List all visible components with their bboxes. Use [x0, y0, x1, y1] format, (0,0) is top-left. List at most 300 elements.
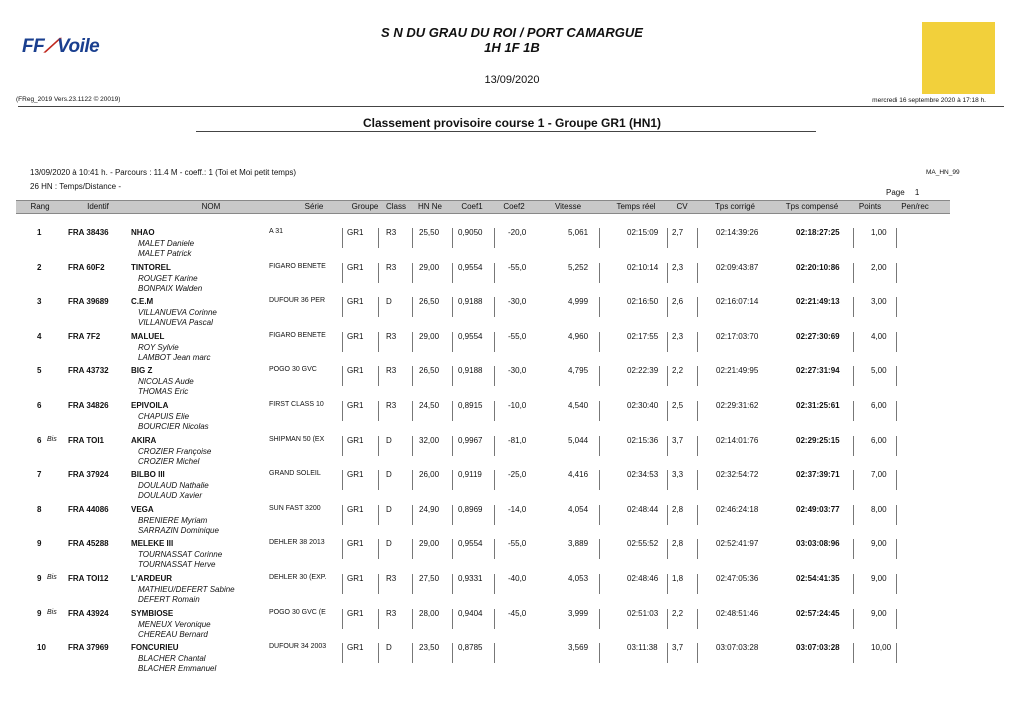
- cell-divider: [494, 470, 495, 490]
- corrected-time-cell: 02:46:24:18: [716, 505, 759, 514]
- cell-divider: [494, 574, 495, 594]
- cell-divider: [599, 401, 600, 421]
- cell-divider: [896, 505, 897, 525]
- coef2-cell: -81,0: [508, 436, 527, 445]
- series-cell: SUN FAST 3200: [269, 505, 321, 512]
- cell-divider: [853, 609, 854, 629]
- cell-divider: [853, 228, 854, 248]
- hn-cell: 28,00: [419, 609, 440, 618]
- sail-id-cell: FRA TOI1: [68, 436, 105, 445]
- coef2-cell: -55,0: [508, 539, 527, 548]
- cell-divider: [667, 297, 668, 317]
- points-cell: 9,00: [871, 539, 887, 548]
- rank-cell: 2: [37, 263, 42, 272]
- cell-divider: [697, 574, 698, 594]
- corrected-time-cell: 03:07:03:28: [716, 643, 759, 652]
- compensated-time-cell: 02:27:30:69: [796, 332, 840, 341]
- coef2-cell: -30,0: [508, 366, 527, 375]
- speed-cell: 5,252: [568, 263, 589, 272]
- crew-member-1: TOURNASSAT Corinne: [138, 550, 223, 559]
- sail-id-cell: FRA 38436: [68, 228, 109, 237]
- real-time-cell: 02:15:36: [627, 436, 659, 445]
- cell-divider: [896, 539, 897, 559]
- hn-info: 26 HN : Temps/Distance -: [30, 182, 121, 191]
- compensated-time-cell: 02:57:24:45: [796, 609, 840, 618]
- sail-id-cell: FRA 39689: [68, 297, 109, 306]
- group-cell: GR1: [347, 643, 364, 652]
- rank-cell: 9: [37, 609, 42, 618]
- col-identif: Identif: [87, 202, 109, 211]
- points-cell: 10,00: [871, 643, 892, 652]
- cell-divider: [342, 401, 343, 421]
- series-cell: DEHLER 38 2013: [269, 539, 325, 546]
- col-rang: Rang: [30, 202, 50, 211]
- cv-cell: 3,3: [672, 470, 684, 479]
- cell-divider: [452, 263, 453, 283]
- group-cell: GR1: [347, 470, 364, 479]
- compensated-time-cell: 02:20:10:86: [796, 263, 840, 272]
- points-cell: 2,00: [871, 263, 887, 272]
- cell-divider: [494, 297, 495, 317]
- crew-member-2: LAMBOT Jean marc: [138, 353, 211, 362]
- sail-id-cell: FRA 7F2: [68, 332, 101, 341]
- page-number: 1: [914, 188, 920, 197]
- group-cell: GR1: [347, 574, 364, 583]
- cell-divider: [494, 609, 495, 629]
- boat-name-cell: NHAO: [131, 228, 155, 237]
- page-label: Page: [886, 188, 905, 197]
- cell-divider: [494, 263, 495, 283]
- compensated-time-cell: 02:31:25:61: [796, 401, 840, 410]
- corrected-time-cell: 02:17:03:70: [716, 332, 759, 341]
- col-nom: NOM: [201, 202, 221, 211]
- group-cell: GR1: [347, 539, 364, 548]
- crew-member-1: BRENIERE Myriam: [138, 516, 208, 525]
- cell-divider: [452, 436, 453, 456]
- ranking-subtitle: Classement provisoire course 1 - Groupe GR1 (HN1): [362, 116, 662, 130]
- cv-cell: 2,8: [672, 539, 684, 548]
- real-time-cell: 02:16:50: [627, 297, 659, 306]
- sail-icon: ⟋: [44, 36, 58, 57]
- cell-divider: [697, 297, 698, 317]
- compensated-time-cell: 03:07:03:28: [796, 643, 840, 652]
- crew-member-2: BOURCIER Nicolas: [138, 422, 209, 431]
- series-cell: DEHLER 30 (EXP.: [269, 574, 327, 581]
- group-cell: GR1: [347, 366, 364, 375]
- cell-divider: [494, 539, 495, 559]
- corrected-time-cell: 02:14:01:76: [716, 436, 759, 445]
- col-points: Points: [858, 202, 882, 211]
- cell-divider: [697, 609, 698, 629]
- cell-divider: [342, 436, 343, 456]
- crew-member-1: CROZIER Françoise: [138, 447, 212, 456]
- crew-member-1: MALET Daniele: [138, 239, 195, 248]
- cell-divider: [667, 609, 668, 629]
- coef1-cell: 0,9554: [458, 263, 483, 272]
- race-date: 13/09/2020: [484, 74, 540, 86]
- header-divider: [18, 106, 1004, 107]
- cell-divider: [494, 643, 495, 663]
- cell-divider: [896, 609, 897, 629]
- logo-text-ff: FF: [22, 36, 45, 57]
- cell-divider: [452, 401, 453, 421]
- cell-divider: [599, 332, 600, 352]
- cell-divider: [697, 332, 698, 352]
- points-cell: 9,00: [871, 609, 887, 618]
- points-cell: 8,00: [871, 505, 887, 514]
- group-cell: GR1: [347, 228, 364, 237]
- hn-cell: 26,50: [419, 297, 440, 306]
- class-cell: D: [386, 505, 392, 514]
- rank-cell: 7: [37, 470, 42, 479]
- hn-cell: 25,50: [419, 228, 440, 237]
- class-cell: D: [386, 470, 392, 479]
- coef2-cell: -45,0: [508, 609, 527, 618]
- cell-divider: [896, 470, 897, 490]
- cell-divider: [342, 366, 343, 386]
- rank-cell: 4: [37, 332, 42, 341]
- series-cell: POGO 30 GVC: [269, 366, 317, 373]
- speed-cell: 3,569: [568, 643, 589, 652]
- crew-member-2: MALET Patrick: [138, 249, 192, 258]
- coef2-cell: -40,0: [508, 574, 527, 583]
- logo-text-voile: Voile: [57, 36, 100, 57]
- cell-divider: [599, 505, 600, 525]
- cv-cell: 2,5: [672, 401, 684, 410]
- class-cell: D: [386, 297, 392, 306]
- boat-name-cell: C.E.M: [131, 297, 154, 306]
- col-pen-rec: Pen/rec: [901, 202, 929, 211]
- cell-divider: [452, 643, 453, 663]
- group-cell: GR1: [347, 263, 364, 272]
- compensated-time-cell: 03:03:08:96: [796, 539, 840, 548]
- speed-cell: 4,960: [568, 332, 589, 341]
- points-cell: 6,00: [871, 436, 887, 445]
- cv-cell: 3,7: [672, 436, 684, 445]
- cell-divider: [342, 263, 343, 283]
- cell-divider: [412, 436, 413, 456]
- cv-cell: 2,8: [672, 505, 684, 514]
- hn-cell: 24,50: [419, 401, 440, 410]
- cell-divider: [412, 505, 413, 525]
- cv-cell: 2,3: [672, 263, 684, 272]
- cell-divider: [412, 643, 413, 663]
- coef1-cell: 0,9188: [458, 366, 483, 375]
- cell-divider: [853, 366, 854, 386]
- real-time-cell: 02:51:03: [627, 609, 659, 618]
- real-time-cell: 02:48:44: [627, 505, 659, 514]
- compensated-time-cell: 02:18:27:25: [796, 228, 840, 237]
- cell-divider: [452, 505, 453, 525]
- cell-divider: [599, 228, 600, 248]
- cell-divider: [452, 366, 453, 386]
- cell-divider: [378, 470, 379, 490]
- cell-divider: [452, 297, 453, 317]
- class-cell: R3: [386, 609, 397, 618]
- cell-divider: [667, 505, 668, 525]
- class-cell: R3: [386, 332, 397, 341]
- series-cell: DUFOUR 36 PER: [269, 297, 326, 304]
- document-code: MA_HN_99: [926, 169, 960, 176]
- cell-divider: [667, 401, 668, 421]
- cell-divider: [667, 574, 668, 594]
- cell-divider: [896, 574, 897, 594]
- cell-divider: [452, 574, 453, 594]
- crew-member-1: MATHIEU/DEFERT Sabine: [138, 585, 235, 594]
- cell-divider: [853, 332, 854, 352]
- cell-divider: [697, 366, 698, 386]
- speed-cell: 4,540: [568, 401, 589, 410]
- crew-member-2: DOULAUD Xavier: [138, 491, 203, 500]
- group-cell: GR1: [347, 332, 364, 341]
- boat-name-cell: MELEKE III: [131, 539, 174, 548]
- cell-divider: [452, 470, 453, 490]
- col-tps-corrige: Tps corrigé: [714, 202, 755, 211]
- crew-member-2: SARRAZIN Dominique: [138, 526, 219, 535]
- col-groupe: Groupe: [351, 202, 379, 211]
- real-time-cell: 02:48:46: [627, 574, 659, 583]
- coef2-cell: -30,0: [508, 297, 527, 306]
- crew-member-2: CROZIER Michel: [138, 457, 200, 466]
- hn-cell: 26,00: [419, 470, 440, 479]
- crew-member-1: DOULAUD Nathalie: [138, 481, 209, 490]
- points-cell: 3,00: [871, 297, 887, 306]
- hn-cell: 29,00: [419, 539, 440, 548]
- cell-divider: [599, 263, 600, 283]
- cell-divider: [378, 539, 379, 559]
- cell-divider: [378, 401, 379, 421]
- cell-divider: [667, 539, 668, 559]
- real-time-cell: 02:22:39: [627, 366, 659, 375]
- corrected-time-cell: 02:14:39:26: [716, 228, 759, 237]
- cv-cell: 2,7: [672, 228, 684, 237]
- col-temps-reel: Temps réel: [616, 202, 656, 211]
- cell-divider: [896, 401, 897, 421]
- cell-divider: [378, 436, 379, 456]
- event-title: 1H 1F 1B: [484, 40, 540, 55]
- corrected-time-cell: 02:52:41:97: [716, 539, 759, 548]
- col-coef2: Coef2: [503, 202, 525, 211]
- cell-divider: [697, 470, 698, 490]
- crew-member-2: BONPAIX Walden: [138, 284, 203, 293]
- real-time-cell: 02:17:55: [627, 332, 659, 341]
- speed-cell: 3,999: [568, 609, 589, 618]
- cell-divider: [853, 401, 854, 421]
- cell-divider: [494, 366, 495, 386]
- cell-divider: [896, 228, 897, 248]
- subtitle-underline: [196, 131, 816, 132]
- series-cell: FIGARO BENETE: [269, 332, 326, 339]
- cell-divider: [697, 643, 698, 663]
- cell-divider: [378, 643, 379, 663]
- rank-cell: 1: [37, 228, 42, 237]
- compensated-time-cell: 02:49:03:77: [796, 505, 840, 514]
- cell-divider: [896, 332, 897, 352]
- class-cell: R3: [386, 401, 397, 410]
- cell-divider: [896, 643, 897, 663]
- rank-cell: 6: [37, 436, 42, 445]
- series-cell: SHIPMAN 50 (EX: [269, 436, 325, 443]
- boat-name-cell: FONCURIEU: [131, 643, 179, 652]
- corrected-time-cell: 02:47:05:36: [716, 574, 759, 583]
- col-coef1: Coef1: [461, 202, 483, 211]
- coef1-cell: 0,9554: [458, 332, 483, 341]
- boat-name-cell: AKIRA: [131, 436, 157, 445]
- cell-divider: [697, 436, 698, 456]
- compensated-time-cell: 02:21:49:13: [796, 297, 840, 306]
- crew-member-2: DEFERT Romain: [138, 595, 200, 604]
- class-cell: R3: [386, 263, 397, 272]
- cell-divider: [667, 470, 668, 490]
- page-indicator: [886, 188, 919, 197]
- cell-divider: [853, 505, 854, 525]
- cell-divider: [667, 332, 668, 352]
- cell-divider: [412, 470, 413, 490]
- class-cell: D: [386, 436, 392, 445]
- rank-bis: Bis: [47, 574, 57, 581]
- crew-member-2: CHEREAU Bernard: [138, 630, 208, 639]
- coef1-cell: 0,9554: [458, 539, 483, 548]
- cell-divider: [697, 505, 698, 525]
- cell-divider: [378, 228, 379, 248]
- cell-divider: [342, 297, 343, 317]
- class-cell: D: [386, 643, 392, 652]
- corrected-time-cell: 02:21:49:95: [716, 366, 759, 375]
- sail-id-cell: FRA 43732: [68, 366, 109, 375]
- hn-cell: 29,00: [419, 263, 440, 272]
- cell-divider: [378, 297, 379, 317]
- table-header: [16, 200, 950, 214]
- speed-cell: 4,999: [568, 297, 589, 306]
- cell-divider: [452, 228, 453, 248]
- speed-cell: 4,054: [568, 505, 589, 514]
- crew-member-2: TOURNASSAT Herve: [138, 560, 216, 569]
- cell-divider: [667, 263, 668, 283]
- rank-cell: 10: [37, 643, 46, 652]
- cell-divider: [378, 574, 379, 594]
- crew-member-2: VILLANUEVA Pascal: [138, 318, 213, 327]
- crew-member-2: BLACHER Emmanuel: [138, 664, 217, 673]
- points-cell: 9,00: [871, 574, 887, 583]
- cell-divider: [896, 436, 897, 456]
- series-cell: FIGARO BENETE: [269, 263, 326, 270]
- speed-cell: 3,889: [568, 539, 589, 548]
- series-cell: DUFOUR 34 2003: [269, 643, 327, 650]
- cell-divider: [412, 574, 413, 594]
- coef1-cell: 0,9050: [458, 228, 483, 237]
- real-time-cell: 02:55:52: [627, 539, 659, 548]
- crew-member-1: CHAPUIS Elie: [138, 412, 190, 421]
- coef1-cell: 0,9188: [458, 297, 483, 306]
- cell-divider: [342, 574, 343, 594]
- coef2-cell: -20,0: [508, 228, 527, 237]
- rank-cell: 8: [37, 505, 42, 514]
- boat-name-cell: MALUEL: [131, 332, 165, 341]
- crew-member-1: NICOLAS Aude: [138, 377, 194, 386]
- compensated-time-cell: 02:54:41:35: [796, 574, 840, 583]
- coef1-cell: 0,8785: [458, 643, 483, 652]
- hn-cell: 23,50: [419, 643, 440, 652]
- race-info: 13/09/2020 à 10:41 h. - Parcours : 11.4 M - coeff.: 1 (Toi et Moi petit temps): [30, 168, 297, 177]
- crew-member-1: BLACHER Chantal: [138, 654, 206, 663]
- sail-id-cell: FRA 45288: [68, 539, 109, 548]
- coef1-cell: 0,9331: [458, 574, 483, 583]
- cell-divider: [452, 332, 453, 352]
- cell-divider: [494, 505, 495, 525]
- points-cell: 4,00: [871, 332, 887, 341]
- coef2-cell: -25,0: [508, 470, 527, 479]
- sail-id-cell: FRA 60F2: [68, 263, 105, 272]
- cell-divider: [599, 539, 600, 559]
- group-cell: GR1: [347, 297, 364, 306]
- cell-divider: [342, 539, 343, 559]
- crew-member-2: THOMAS Eric: [138, 387, 189, 396]
- hn-cell: 26,50: [419, 366, 440, 375]
- coef2-cell: -55,0: [508, 332, 527, 341]
- hn-cell: 27,50: [419, 574, 440, 583]
- rank-cell: 5: [37, 366, 42, 375]
- coef1-cell: 0,8915: [458, 401, 483, 410]
- cell-divider: [494, 228, 495, 248]
- series-cell: FIRST CLASS 10: [269, 401, 324, 408]
- sail-id-cell: FRA 43924: [68, 609, 109, 618]
- speed-cell: 5,061: [568, 228, 589, 237]
- cell-divider: [342, 609, 343, 629]
- cell-divider: [896, 297, 897, 317]
- coef2-cell: -55,0: [508, 263, 527, 272]
- cell-divider: [697, 263, 698, 283]
- cell-divider: [494, 401, 495, 421]
- speed-cell: 4,416: [568, 470, 589, 479]
- speed-cell: 5,044: [568, 436, 589, 445]
- cv-cell: 2,2: [672, 609, 684, 618]
- corrected-time-cell: 02:29:31:62: [716, 401, 759, 410]
- cell-divider: [378, 505, 379, 525]
- cell-divider: [378, 366, 379, 386]
- class-cell: R3: [386, 228, 397, 237]
- crew-member-1: VILLANUEVA Corinne: [138, 308, 217, 317]
- coef1-cell: 0,9967: [458, 436, 483, 445]
- series-cell: GRAND SOLEIL: [269, 470, 321, 477]
- cell-divider: [412, 297, 413, 317]
- cell-divider: [667, 643, 668, 663]
- corrected-time-cell: 02:48:51:46: [716, 609, 759, 618]
- cell-divider: [452, 539, 453, 559]
- cell-divider: [599, 609, 600, 629]
- speed-cell: 4,053: [568, 574, 589, 583]
- coef1-cell: 0,8969: [458, 505, 483, 514]
- group-cell: GR1: [347, 436, 364, 445]
- rank-cell: 9: [37, 539, 42, 548]
- cell-divider: [853, 436, 854, 456]
- cell-divider: [896, 263, 897, 283]
- club-title: S N DU GRAU DU ROI / PORT CAMARGUE: [381, 25, 643, 40]
- sail-id-cell: FRA 34826: [68, 401, 109, 410]
- boat-name-cell: BILBO III: [131, 470, 165, 479]
- real-time-cell: 02:15:09: [627, 228, 659, 237]
- cell-divider: [599, 470, 600, 490]
- hn-cell: 24,90: [419, 505, 440, 514]
- cell-divider: [342, 332, 343, 352]
- cell-divider: [378, 263, 379, 283]
- compensated-time-cell: 02:27:31:94: [796, 366, 840, 375]
- cell-divider: [494, 332, 495, 352]
- boat-name-cell: SYMBIOSE: [131, 609, 174, 618]
- real-time-cell: 02:30:40: [627, 401, 659, 410]
- cv-cell: 3,7: [672, 643, 684, 652]
- points-cell: 6,00: [871, 401, 887, 410]
- cv-cell: 2,3: [672, 332, 684, 341]
